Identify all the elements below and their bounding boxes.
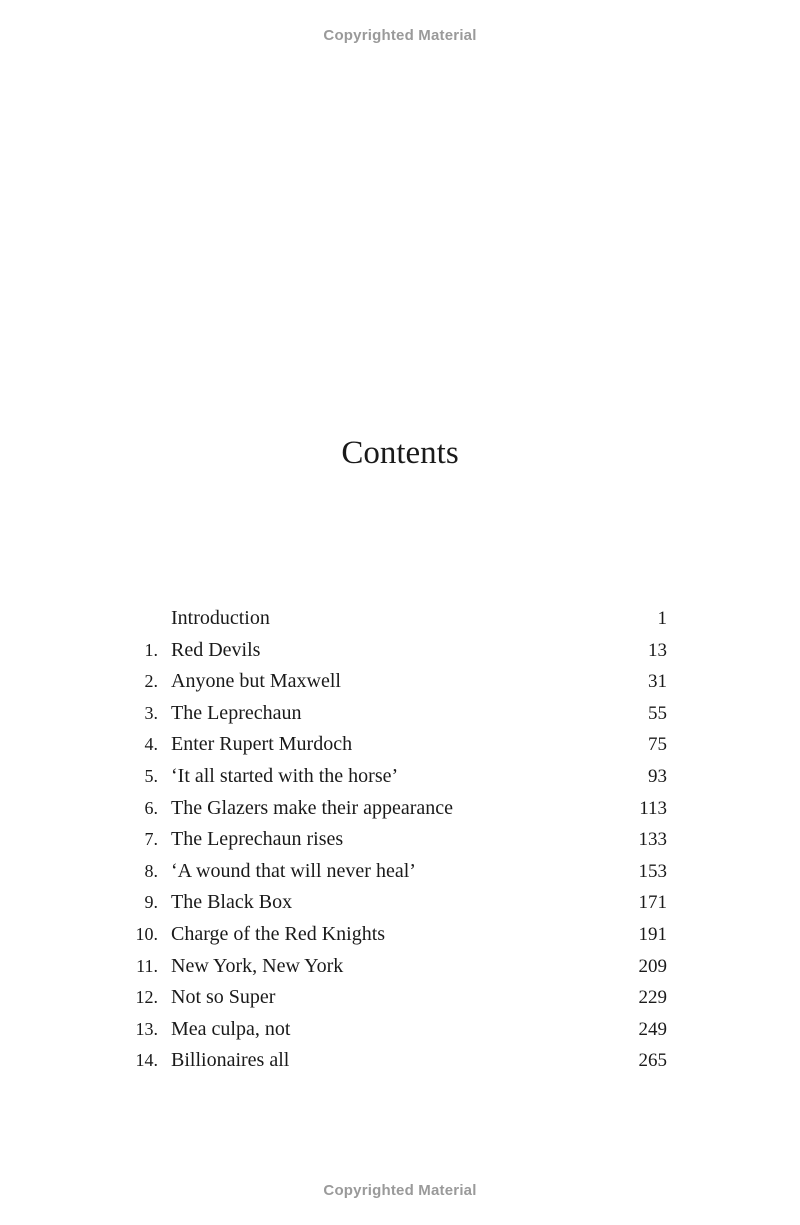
toc-entry <box>120 793 667 825</box>
toc-entry-title: Anyone but Maxwell <box>171 670 341 693</box>
toc-entry-page: 191 <box>638 923 667 945</box>
toc-entry-page: 93 <box>648 765 667 787</box>
toc-entry <box>120 887 667 919</box>
toc-entry-page: 133 <box>638 829 667 851</box>
toc-entry-page: 75 <box>648 734 667 756</box>
toc-entry-title: Introduction <box>171 607 270 629</box>
page-title: Contents <box>341 435 459 471</box>
toc-entry-title: ‘A wound that will never heal’ <box>171 859 416 882</box>
toc-entry-title: Charge of the Red Knights <box>171 922 386 945</box>
toc-entry-page: 113 <box>639 797 667 819</box>
toc-entry <box>120 635 667 667</box>
toc-entry-number: 1. <box>144 639 158 660</box>
toc-entry-title: The Black Box <box>171 891 293 914</box>
toc-entry-title: Enter Rupert Murdoch <box>171 733 353 756</box>
toc-entry-number: 3. <box>144 702 158 723</box>
toc-entry-number: 4. <box>144 734 158 755</box>
toc-entry <box>120 919 667 951</box>
toc-entry-number: 9. <box>144 892 158 913</box>
toc-entry <box>120 982 667 1014</box>
toc-entry-number: 8. <box>144 860 158 881</box>
toc-entry-page: 171 <box>638 892 667 914</box>
toc-entry-page: 265 <box>638 1050 667 1072</box>
toc-entry <box>120 951 667 983</box>
toc-entry-number: 5. <box>144 765 158 786</box>
toc-entry <box>120 698 667 730</box>
toc-entry-page: 55 <box>648 702 667 724</box>
toc-entry-title: Billionaires all <box>171 1049 290 1072</box>
toc-entry-number: 10. <box>135 923 158 944</box>
toc-entry-number: 12. <box>135 987 158 1008</box>
table-of-contents <box>120 603 667 1077</box>
toc-entry-title: The Leprechaun rises <box>171 828 344 851</box>
toc-entry <box>120 603 667 635</box>
toc-entry-title: Red Devils <box>171 638 261 661</box>
toc-entry <box>120 1045 667 1077</box>
toc-entry <box>120 824 667 856</box>
toc-entry-title: ‘It all started with the horse’ <box>171 764 399 787</box>
toc-entry-title: Mea culpa, not <box>171 1017 291 1040</box>
toc-entry-page: 209 <box>638 955 667 977</box>
toc-entry-page: 229 <box>638 987 667 1009</box>
toc-entry <box>120 856 667 888</box>
toc-entry-number: 11. <box>136 955 158 976</box>
toc-entry-title: New York, New York <box>171 954 344 977</box>
toc-entry <box>120 761 667 793</box>
toc-entry-title: The Glazers make their appearance <box>171 796 454 819</box>
toc-entry-page: 1 <box>657 608 667 629</box>
toc-entry-page: 13 <box>648 639 667 661</box>
toc-entry-number: 7. <box>144 829 158 850</box>
toc-entry <box>120 1014 667 1046</box>
toc-entry <box>120 666 667 698</box>
copyright-watermark-bottom: Copyrighted Material <box>323 1182 477 1199</box>
copyright-watermark-top: Copyrighted Material <box>323 27 477 44</box>
toc-entry-number: 13. <box>135 1018 158 1039</box>
toc-entry-title: Not so Super <box>171 986 276 1009</box>
toc-entry-number: 2. <box>144 671 158 692</box>
toc-entry-page: 31 <box>648 671 667 693</box>
toc-entry-title: The Leprechaun <box>171 701 302 724</box>
toc-entry-number: 14. <box>135 1050 158 1071</box>
toc-entry-page: 249 <box>638 1018 667 1040</box>
toc-entry-page: 153 <box>638 860 667 882</box>
toc-entry-number: 6. <box>144 797 158 818</box>
toc-entry <box>120 729 667 761</box>
